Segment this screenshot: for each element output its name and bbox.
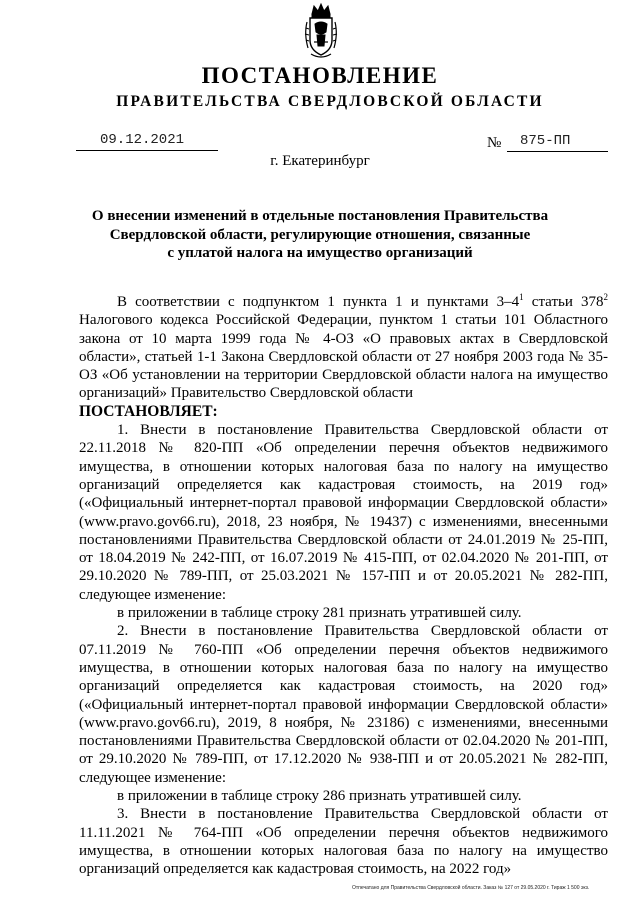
heading-line-2: Свердловской области, регулирующие отношения, связанные bbox=[109, 226, 531, 243]
date-underline bbox=[76, 150, 218, 151]
item-2-paragraph: 2. Внести в постановление Правительства Свердловской области от 07.11.2019 № 760-ПП «Об определении перечня объектов недвижимого имущества, в отношении которых налоговая база по налогу на имущество организаций определяется как кадастровая стоимость, на 2020 год» («Официальный интернет-портал правовой информации Свердловской области» (www.pravo.gov66.ru), 2019, 8 ноября, № 23186) с изменениями, внесенными постановлениями Правительства Свердловской области от 02.04.2020 № 201-ПП, от 29.10.2020 № 789-ПП, от 17.12.2020 № 938-ПП и от 20.05.2021 № 282-ПП, следующее изменение: bbox=[79, 623, 608, 786]
document-title: ПОСТАНОВЛЕНИЕ bbox=[201, 63, 439, 88]
item-1-paragraph: 1. Внести в постановление Правительства Свердловской области от 22.11.2018 № 820-ПП «Об определении перечня объектов недвижимого имущества, в отношении которых налоговая база по налогу на имущество организаций определяется как кадастровая стоимость, на 2019 год» («Официальный интернет-портал правовой информации Свердловской области» (www.pravo.gov66.ru), 2018, 23 ноября, № 19437) с изменениями, внесенными постановлениями Правительства Свердловской области от 24.01.2019 № 25-ПП, от 18.04.2019 № 242-ПП, от 16.07.2019 № 415-ПП, от 02.04.2020 № 201-ПП, от 29.10.2020 № 789-ПП, от 25.03.2021 № 157-ПП и от 20.05.2021 № 282-ПП, следующее изменение: bbox=[79, 422, 608, 603]
document-city: г. Екатеринбург bbox=[270, 153, 370, 169]
print-note: Отпечатано для Правительства Свердловской области. Заказ № 127 от 29.05.2020 г. Тираж 1 500 экз. bbox=[352, 885, 590, 891]
document-number: 875-ПП bbox=[520, 133, 571, 149]
coat-of-arms-emblem bbox=[302, 2, 340, 60]
resolves-heading: ПОСТАНОВЛЯЕТ: bbox=[79, 402, 218, 420]
item-1-change: в приложении в таблице строку 281 признать утратившей силу. bbox=[117, 605, 522, 622]
intro-paragraph: В соответствии с подпунктом 1 пункта 1 и пунктами $3-4^1$ статьи $378^2$ Налогового кодекса Российской Федерации, пунктом 1 статьи 101 Областного закона от 10 марта 1999 года № 4-ОЗ «О правовых актах в Свердловской области», статьей 1-1 Закона Свердловской области от 27 ноября 2003 года № 35-ОЗ «Об установлении на территории Свердловской области налога на имущество организаций» Правительство Свердловской области bbox=[79, 292, 609, 402]
heading-line-3: с уплатой налога на имущество организаций bbox=[167, 245, 473, 261]
document-subtitle: ПРАВИТЕЛЬСТВА СВЕРДЛОВСКОЙ ОБЛАСТИ bbox=[116, 93, 544, 110]
number-sign: № bbox=[487, 135, 502, 151]
heading-line-1: О внесении изменений в отдельные постановления Правительства bbox=[91, 208, 549, 224]
item-3-paragraph: 3. Внести в постановление Правительства Свердловской области от 11.11.2021 № 764-ПП «Об определении перечня объектов недвижимого имущества, в отношении которых налоговая база по налогу на имущество организаций определяется как кадастровая стоимость, на 2022 год» bbox=[79, 806, 608, 878]
document-body bbox=[79, 293, 608, 879]
document-heading bbox=[90, 207, 550, 263]
document-date: 09.12.2021 bbox=[100, 132, 185, 148]
item-2-change: в приложении в таблице строку 286 признать утратившей силу. bbox=[117, 788, 522, 805]
